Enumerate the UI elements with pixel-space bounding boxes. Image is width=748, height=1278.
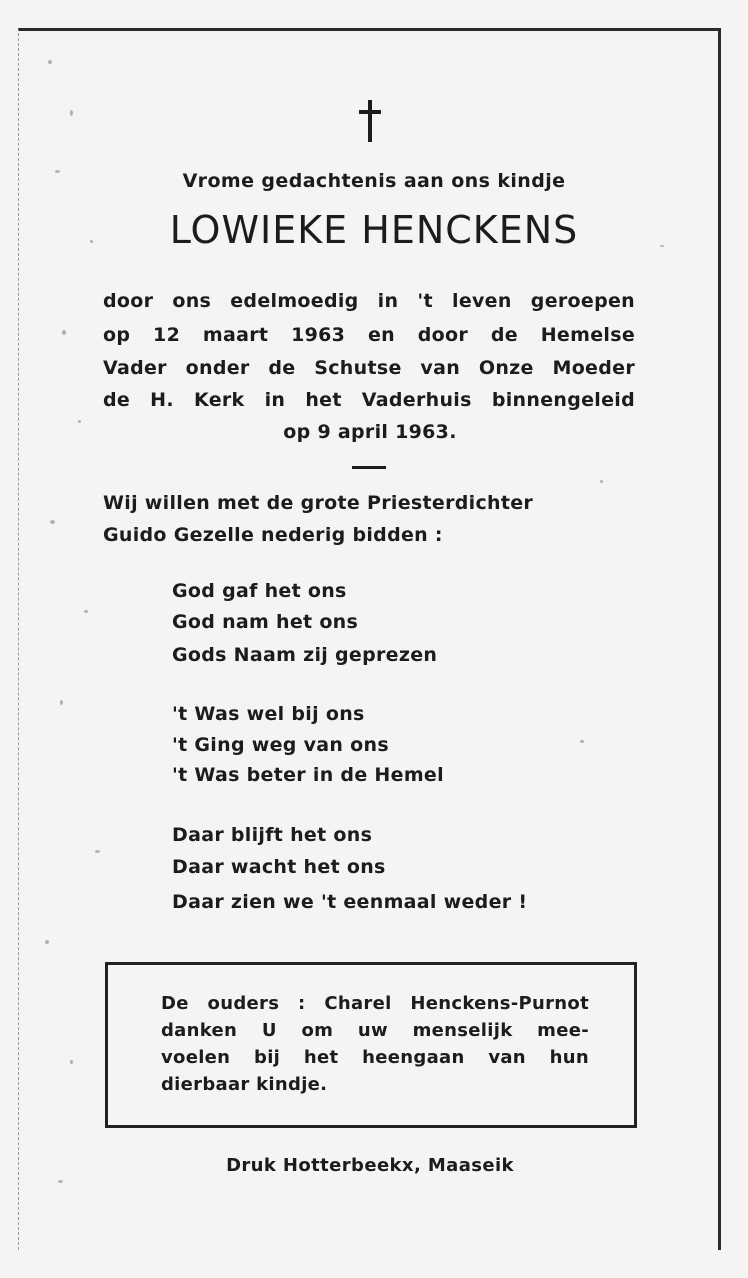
poem-line: Gods Naam zij geprezen: [172, 644, 438, 666]
thanks-line: voelen bij het heengaan van hun: [161, 1047, 589, 1068]
thanks-box: [105, 962, 637, 1128]
poem-line: 't Was beter in de Hemel: [172, 764, 444, 786]
body-line: de H. Kerk in het Vaderhuis binnengeleid: [103, 389, 635, 411]
body-line: op 12 maart 1963 en door de Hemelse: [103, 324, 635, 346]
body-date-line: op 9 april 1963.: [283, 421, 457, 443]
printer-credit: Druk Hotterbeekx, Maaseik: [226, 1155, 514, 1176]
deceased-name: LOWIEKE HENCKENS: [169, 208, 579, 252]
prayer-intro-line: Wij willen met de grote Priesterdichter: [103, 492, 534, 514]
poem-line: God nam het ons: [172, 611, 359, 633]
poem-line: Daar zien we 't eenmaal weder !: [172, 891, 528, 913]
cross-icon: [355, 100, 385, 142]
thanks-line: dierbaar kindje.: [161, 1074, 328, 1095]
thanks-line: De ouders : Charel Henckens-Purnot: [161, 993, 589, 1014]
prayer-intro-line: Guido Gezelle nederig bidden :: [103, 524, 443, 546]
poem-line: Daar blijft het ons: [172, 824, 373, 846]
poem-line: 't Ging weg van ons: [172, 734, 389, 756]
poem-line: Daar wacht het ons: [172, 856, 386, 878]
divider: [352, 466, 386, 469]
intro-text: Vrome gedachtenis aan ons kindje: [182, 170, 566, 192]
poem-line: God gaf het ons: [172, 580, 347, 602]
body-line: Vader onder de Schutse van Onze Moeder: [103, 357, 635, 379]
body-line: door ons edelmoedig in 't leven geroepen: [103, 290, 635, 312]
poem-line: 't Was wel bij ons: [172, 703, 365, 725]
thanks-line: danken U om uw menselijk mee-: [161, 1020, 589, 1041]
